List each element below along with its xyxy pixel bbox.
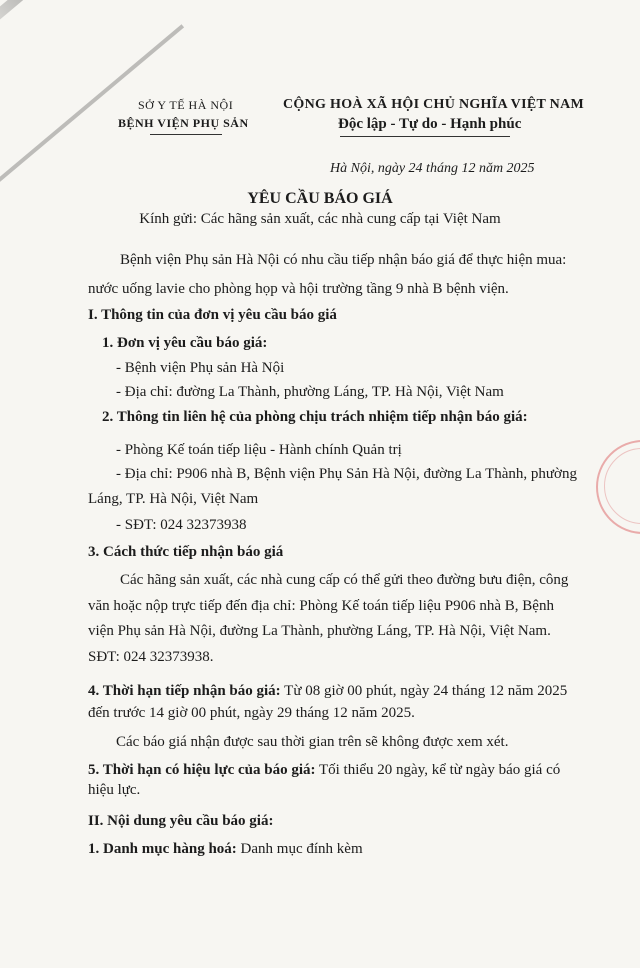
subsection-heading: 3. Cách thức tiếp nhận báo giá: [88, 544, 284, 560]
subsection-heading: 1. Đơn vị yêu cầu báo giá:: [102, 335, 268, 351]
paragraph-line: văn hoặc nộp trực tiếp đến địa chỉ: Phòng Kế toán tiếp liệu P906 nhà B, Bệnh: [88, 598, 554, 614]
org-name-line2: BỆNH VIỆN PHỤ SẢN: [118, 116, 249, 130]
list-item: Láng, TP. Hà Nội, Việt Nam: [88, 491, 259, 507]
goods-list-line: [88, 840, 363, 858]
scan-streak: [0, 0, 166, 48]
intro-line: nước uống lavie cho phòng họp và hội trường tầng 9 nhà B bệnh viện.: [88, 281, 509, 297]
goods-list-text: Danh mục đính kèm: [236, 841, 363, 857]
paragraph-line: viện Phụ sản Hà Nội, đường La Thành, phường Láng, TP. Hà Nội, Việt Nam.: [88, 623, 551, 639]
document-date: Hà Nội, ngày 24 tháng 12 năm 2025: [330, 161, 535, 176]
validity-label: 5. Thời hạn có hiệu lực của báo giá:: [88, 762, 316, 778]
list-item: - SĐT: 024 32373938: [116, 517, 247, 533]
section-heading: I. Thông tin của đơn vị yêu cầu báo giá: [88, 307, 337, 323]
nation-motto: Độc lập - Tự do - Hạnh phúc: [338, 116, 522, 132]
list-item: - Phòng Kế toán tiếp liệu - Hành chính Quản trị: [116, 442, 402, 458]
deadline-line: đến trước 14 giờ 00 phút, ngày 29 tháng 12 năm 2025.: [88, 705, 415, 721]
deadline-note: Các báo giá nhận được sau thời gian trên sẽ không được xem xét.: [116, 734, 509, 750]
paragraph-line: Các hãng sản xuất, các nhà cung cấp có thể gửi theo đường bưu điện, công: [120, 572, 569, 588]
org-underline: [150, 134, 222, 135]
deadline-text: Từ 08 giờ 00 phút, ngày 24 tháng 12 năm 2025: [280, 683, 568, 699]
validity-line: [88, 761, 560, 779]
list-item: - Bệnh viện Phụ sản Hà Nội: [116, 360, 285, 376]
validity-line: hiệu lực.: [88, 782, 141, 798]
section-heading: II. Nội dung yêu cầu báo giá:: [88, 813, 274, 829]
list-item: - Địa chỉ: đường La Thành, phường Láng, TP. Hà Nội, Việt Nam: [116, 384, 504, 400]
deadline-line: [88, 682, 567, 700]
validity-text: Tối thiểu 20 ngày, kể từ ngày báo giá có: [315, 762, 561, 778]
document-title: YÊU CẦU BÁO GIÁ: [247, 190, 393, 207]
motto-underline: [340, 136, 510, 137]
paragraph-line: SĐT: 024 32373938.: [88, 649, 214, 665]
subsection-heading: 2. Thông tin liên hệ của phòng chịu trách nhiệm tiếp nhận báo giá:: [102, 409, 528, 425]
nation-title: CỘNG HOÀ XÃ HỘI CHỦ NGHĨA VIỆT NAM: [283, 97, 584, 112]
org-name-line1: SỞ Y TẾ HÀ NỘI: [138, 98, 234, 112]
greeting: Kính gửi: Các hãng sản xuất, các nhà cung cấp tại Việt Nam: [139, 211, 501, 227]
deadline-label: 4. Thời hạn tiếp nhận báo giá:: [88, 683, 281, 699]
intro-line: Bệnh viện Phụ sản Hà Nội có nhu cầu tiếp nhận báo giá để thực hiện mua:: [120, 252, 567, 268]
list-item: - Địa chỉ: P906 nhà B, Bệnh viện Phụ Sản Hà Nội, đường La Thành, phường: [116, 466, 577, 482]
goods-list-label: 1. Danh mục hàng hoá:: [88, 841, 237, 857]
